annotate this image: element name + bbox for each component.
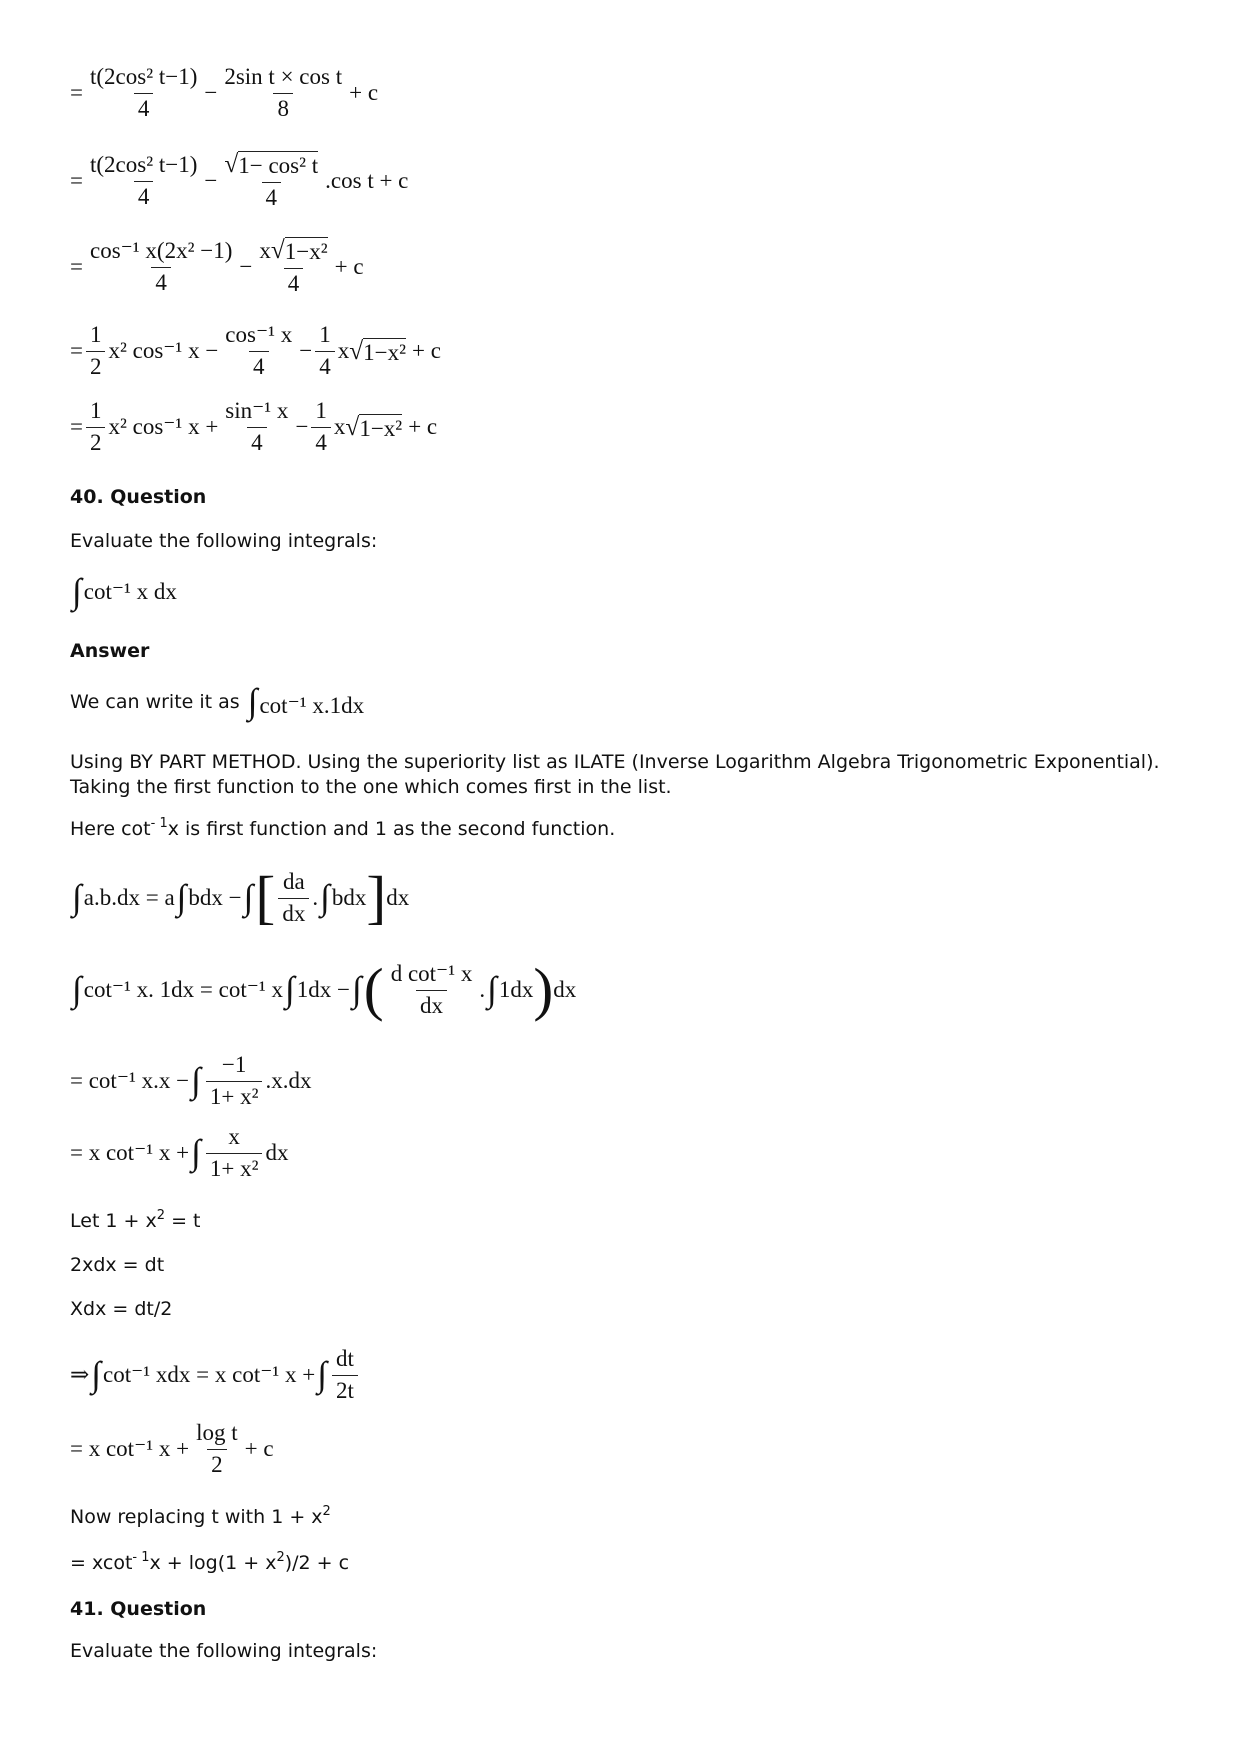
integral-sign: ∫ bbox=[176, 877, 187, 918]
fraction: $\frac{\text{sin⁻¹ x}}{4}$ bbox=[225, 398, 289, 455]
by-parts-step-3: = x cot⁻¹ x + ∫ $\frac{x}{\text{1+ x²}}$ dx bbox=[70, 1124, 289, 1181]
fraction: $\frac{\text{t(2cos² t−1)}}{4}$ bbox=[89, 151, 198, 209]
square-root: √ 1− cos² t bbox=[224, 150, 319, 178]
fraction: x √ 1−x² 4 bbox=[259, 236, 328, 296]
fraction: $\frac{1}{4}$ bbox=[311, 398, 331, 456]
by-part-paragraph: Using BY PART METHOD. Using the superiority list as ILATE (Inverse Logarithm Algebra Trigonometric Exponential). Taking the first function to the one which comes first in the list. bbox=[70, 751, 1160, 798]
fraction: $\frac{\text{log t}}{2}$ bbox=[196, 1420, 238, 1477]
square-root: √ 1−x² bbox=[270, 236, 328, 264]
fraction: $\frac{dt}{2t}$ bbox=[332, 1346, 358, 1404]
integral-sign: ∫ bbox=[191, 1060, 201, 1101]
fraction: $\frac{\text{2sin t × cos t}}{8}$ bbox=[224, 64, 343, 121]
differential-line: 2xdx = dt bbox=[70, 1254, 165, 1276]
by-parts-step-1: ∫ cot⁻¹ x. 1dx = cot⁻¹ x ∫ 1dx − ∫ ( $\frac{\text{d cot⁻¹ x}}{dx}$ . ∫ 1dx ) dx bbox=[72, 956, 577, 1022]
question-instruction-41: Evaluate the following integrals: bbox=[70, 1640, 378, 1662]
fraction: $\frac{\text{d cot⁻¹ x}}{dx}$ bbox=[390, 960, 473, 1018]
question-heading-41: 41. Question bbox=[70, 1598, 207, 1620]
fraction: $\frac{da}{dx}$ bbox=[278, 869, 309, 927]
question-heading: 40. Question bbox=[70, 486, 207, 508]
fraction: $\frac{1}{4}$ bbox=[315, 322, 335, 380]
fraction: $\frac{\text{cos⁻¹ x(2x² −1)}}{4}$ bbox=[89, 237, 233, 295]
fraction: $\frac{1}{2}$ bbox=[86, 322, 106, 380]
by-parts-formula: ∫ a.b.dx = a ∫ bdx − ∫ [ $\frac{da}{dx}$ . ∫ bdx ] dx bbox=[72, 864, 410, 930]
fraction: $\frac{-1}{\text{1+ x²}}$ bbox=[206, 1052, 263, 1110]
equation-step-5: = $\frac{1}{2}$ x² cos⁻¹ x + $\frac{\text{sin⁻¹ x}}{4}$ − $\frac{1}{4}$ x √ 1−x² + c bbox=[70, 398, 438, 455]
by-parts-step-2: = cot⁻¹ x.x − ∫ $\frac{-1}{\text{1+ x²}}$ .x.dx bbox=[70, 1052, 312, 1109]
fraction: $\frac{x}{\text{1+ x²}}$ bbox=[206, 1124, 263, 1182]
rewrite-line: We can write it as ∫cot⁻¹ x.1dx bbox=[70, 681, 365, 721]
equation-step-4: = $\frac{1}{2}$ x² cos⁻¹ x − $\frac{\text{cos⁻¹ x}}{4}$ − $\frac{1}{4}$ x √ 1−x² + c bbox=[70, 322, 441, 379]
xdx-line: Xdx = dt/2 bbox=[70, 1298, 173, 1320]
integral-sign: ∫ bbox=[72, 571, 82, 611]
replace-note: Now replacing t with $1 + x^2$ bbox=[70, 1504, 331, 1528]
integral-sign: ∫ bbox=[247, 681, 258, 721]
integral-sign: ∫ bbox=[72, 877, 82, 918]
final-answer: = $xcot^{- 1}x + \log(1 + x^2)/2 + c$ bbox=[70, 1550, 350, 1574]
log-result: = x cot⁻¹ x + $\frac{\text{log t}}{2}$ + c bbox=[70, 1420, 274, 1477]
substituted-integral: ⇒ ∫ cot⁻¹ xdx = x cot⁻¹ x + ∫ $\frac{dt}{2t}$ bbox=[70, 1346, 361, 1404]
integral-sign: ∫ bbox=[243, 877, 254, 918]
equation-step-1: = $\frac{\text{t(2cos² t−1)}}{4}$ − $\frac{\text{2sin t × cos t}}{8}$ + c bbox=[70, 64, 379, 121]
fraction: $\frac{\text{t(2cos² t−1)}}{4}$ bbox=[89, 64, 198, 121]
equation-step-3: = $\frac{\text{cos⁻¹ x(2x² −1)}}{4}$ − x √ 1−x² 4 + c bbox=[70, 236, 364, 296]
equation-step-2: = $\frac{\text{t(2cos² t−1)}}{4}$ − √ 1− cos² t 4 .cos t + c bbox=[70, 150, 409, 210]
answer-heading: Answer bbox=[70, 640, 150, 662]
integral-sign: ∫ bbox=[285, 969, 295, 1010]
square-root: √ 1−x² bbox=[345, 412, 403, 441]
fraction: √ 1− cos² t 4 bbox=[224, 150, 319, 210]
integral-sign: ∫ bbox=[72, 969, 82, 1010]
question-instruction: Evaluate the following integrals: bbox=[70, 530, 378, 552]
fraction: $\frac{\text{cos⁻¹ x}}{4}$ bbox=[225, 322, 293, 379]
integral-sign: ∫ bbox=[487, 969, 497, 1010]
substitution-line: Let $1 + x^2 = t$ bbox=[70, 1208, 201, 1232]
integral-sign: ∫ bbox=[320, 877, 330, 918]
integral-sign: ∫ bbox=[91, 1354, 102, 1395]
square-root: √ 1−x² bbox=[349, 336, 406, 365]
fraction: $\frac{1}{2}$ bbox=[86, 398, 106, 456]
question-integral: ∫ cot⁻¹ x dx bbox=[72, 571, 177, 611]
integral-sign: ∫ bbox=[191, 1132, 201, 1173]
integral-sign: ∫ bbox=[352, 969, 362, 1010]
integral-sign: ∫ bbox=[317, 1354, 328, 1395]
first-function-note: Here $\cot^{- 1}x$ is first function and 1 as the second function. bbox=[70, 816, 616, 840]
